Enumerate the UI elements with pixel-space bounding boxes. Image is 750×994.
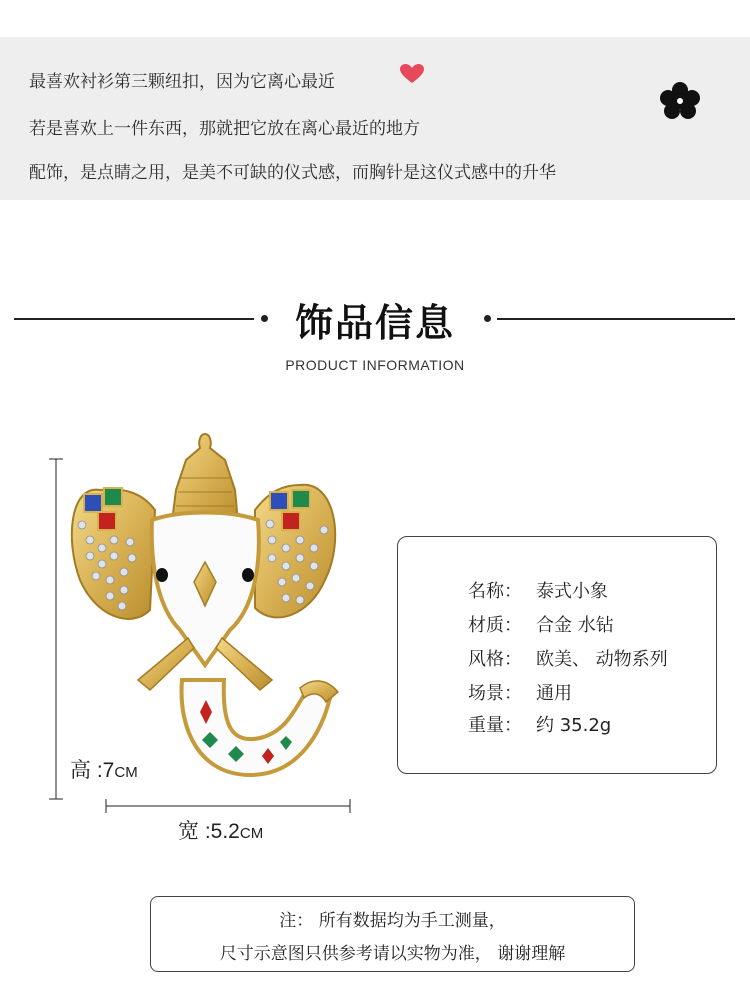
banner-line-3: 配饰，是点睛之用，是美不可缺的仪式感，而胸针是这仪式感中的升华 <box>29 163 556 183</box>
info-label: 重量： <box>468 715 522 736</box>
elephant-brooch-image <box>60 430 360 810</box>
width-unit: CM <box>239 825 264 842</box>
info-label: 名称： <box>468 581 522 602</box>
width-value: 宽 :5.2 <box>178 820 240 843</box>
heart-icon <box>400 64 424 84</box>
note-line-2: 尺寸示意图只供参考请以实物为准， 谢谢理解 <box>219 944 566 964</box>
info-value: 泰式小象 <box>536 581 608 602</box>
width-dimension-line <box>105 796 351 816</box>
section-subtitle: PRODUCT INFORMATION <box>285 357 465 373</box>
height-label <box>70 754 138 784</box>
section-title: 饰品信息 <box>294 301 455 345</box>
product-info-box <box>397 536 717 774</box>
quote-banner <box>0 37 750 200</box>
height-dimension-line <box>46 458 66 800</box>
height-value: 高 :7 <box>70 759 115 782</box>
info-value: 欧美、 动物系列 <box>536 649 668 670</box>
info-row-weight <box>468 711 611 737</box>
height-unit: CM <box>114 764 138 781</box>
title-dot-right <box>484 315 491 322</box>
measurement-note-box <box>150 896 635 972</box>
info-value: 合金 水钻 <box>536 615 614 636</box>
info-label: 风格： <box>468 649 522 670</box>
info-row-material <box>468 611 614 637</box>
info-label: 材质： <box>468 615 522 636</box>
banner-line-1: 最喜欢衬衫第三颗纽扣，因为它离心最近 <box>29 72 335 92</box>
title-rule-right <box>497 318 735 320</box>
info-value: 通用 <box>536 683 572 704</box>
width-label <box>178 815 263 845</box>
info-row-name <box>468 577 608 603</box>
banner-line-2: 若是喜欢上一件东西，那就把它放在离心最近的地方 <box>29 119 420 139</box>
info-row-scene <box>468 679 572 705</box>
info-value: 约 35.2g <box>536 715 612 736</box>
info-label: 场景： <box>468 683 522 704</box>
note-line-1: 注： 所有数据均为手工测量， <box>279 911 506 931</box>
info-row-style <box>468 645 668 671</box>
flower-icon <box>657 80 703 122</box>
